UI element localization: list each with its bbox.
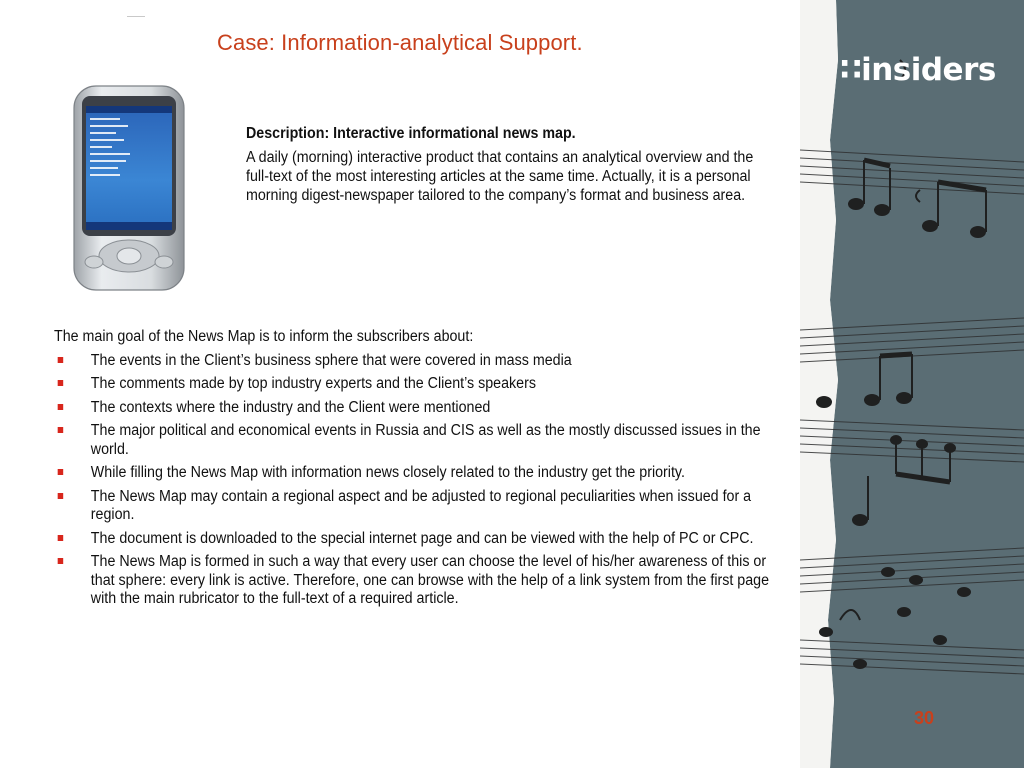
list-item: The contexts where the industry and the Client were mentioned bbox=[54, 399, 790, 418]
bullet-square-icon bbox=[58, 427, 64, 433]
list-item: The comments made by top industry experts and the Client’s speakers bbox=[54, 375, 790, 394]
top-divider bbox=[127, 16, 145, 17]
pda-phone-image bbox=[70, 84, 188, 292]
insiders-logo bbox=[840, 52, 996, 88]
bullet-square-icon bbox=[58, 404, 64, 410]
goal-list bbox=[54, 352, 790, 609]
page-number: 30 bbox=[914, 708, 935, 728]
description-heading: Description: Interactive informational news map. bbox=[246, 125, 576, 142]
main-goal-block bbox=[54, 328, 790, 614]
bullet-square-icon bbox=[58, 469, 64, 475]
main-goal-intro: The main goal of the News Map is to inform the subscribers about: bbox=[54, 328, 474, 345]
bullet-square-icon bbox=[58, 357, 64, 363]
sheet-music-panel bbox=[800, 0, 1024, 768]
list-item: The events in the Client’s business sphere that were covered in mass media bbox=[54, 352, 790, 371]
list-item: The major political and economical events in Russia and CIS as well as the mostly discussed issues in the world. bbox=[54, 422, 790, 459]
list-item: The document is downloaded to the special internet page and can be viewed with the help of PC or CPC. bbox=[54, 530, 790, 549]
bullet-square-icon bbox=[58, 558, 64, 564]
bullet-square-icon bbox=[58, 535, 64, 541]
list-item: The News Map may contain a regional aspect and be adjusted to regional peculiarities when issued for a region. bbox=[54, 488, 790, 525]
description-body: A daily (morning) interactive product that contains an analytical overview and the full-text of the most interesting articles at the same time. Actually, it is a personal morning digest-newspaper tailored to the company’s format and business area. bbox=[246, 149, 754, 204]
bullet-square-icon bbox=[58, 380, 64, 386]
bullet-square-icon bbox=[58, 493, 64, 499]
logo-mark-icon: ∷ bbox=[840, 52, 862, 88]
description-block bbox=[246, 124, 761, 205]
logo-text: insiders bbox=[861, 52, 996, 88]
list-item: While filling the News Map with information news closely related to the industry get the priority. bbox=[54, 464, 790, 483]
list-item: The News Map is formed in such a way that every user can choose the level of his/her awareness of this or that sphere: every link is active. Therefore, one can browse with the help of a link system from the first page with the main rubricator to the full-text of a required article. bbox=[54, 553, 790, 609]
slide-title: Case: Information-analytical Support. bbox=[217, 30, 583, 55]
